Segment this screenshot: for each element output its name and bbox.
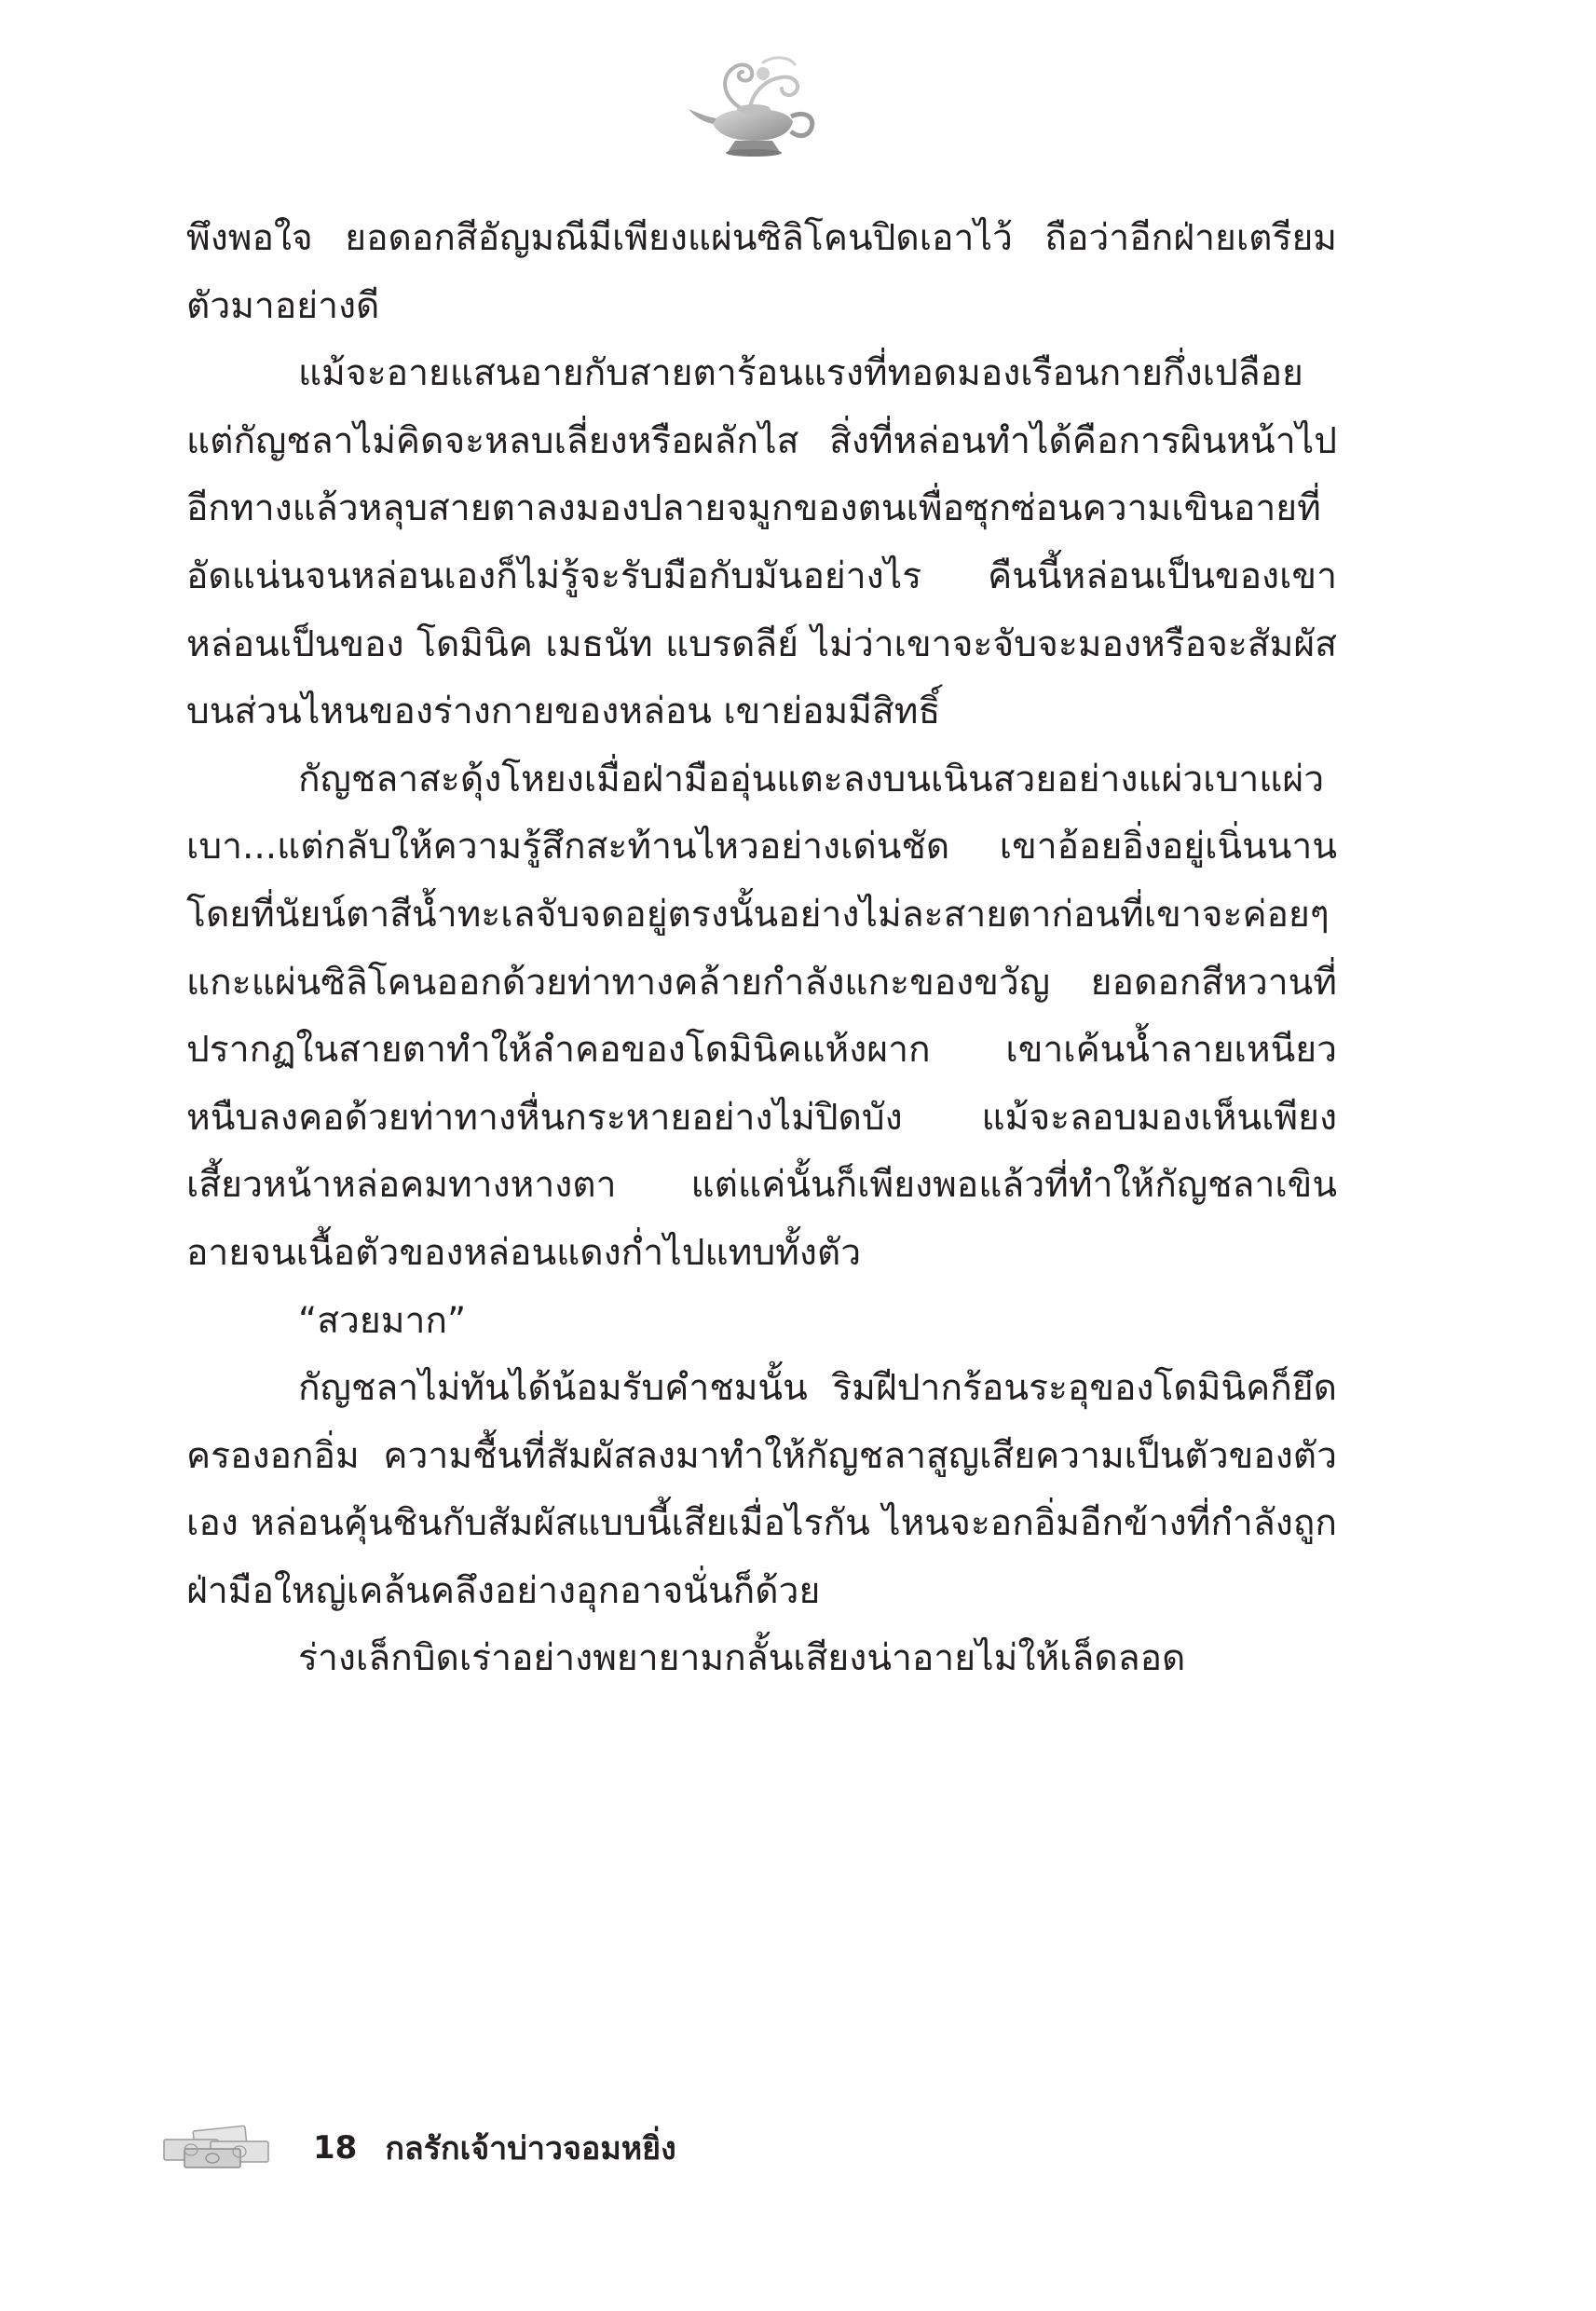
page-number: 18 xyxy=(313,2129,358,2167)
paragraph-2: แม้จะอายแสนอายกับสายตาร้อนแรงที่ทอดมองเรือนกายกึ่งเปลือย แต่กัญชลาไม่คิดจะหลบเลี่ยงหรือผลักไส สิ่งที่หล่อนทำได้คือการผินหน้าไปอีกทางแล้วหลุบสายตาลงมองปลายจมูกของตนเพื่อซุกซ่อนความเขินอายที่อัดแน่นจนหล่อนเองก็ไม่รู้จะรับมือกับมันอย่างไร คืนนี้หล่อนเป็นของเขา หล่อนเป็นของ โดมินิค เมธนัท แบรดลีย์ ไม่ว่าเขาจะจับจะมองหรือจะสัมผัสบนส่วนไหนของร่างกายของหล่อน เขาย่อมมีสิทธิ์ xyxy=(186,352,1337,733)
paragraph-3: กัญชลาสะดุ้งโหยงเมื่อฝ่ามืออุ่นแตะลงบนเนินสวยอย่างแผ่วเบาแผ่วเบา...แต่กลับให้ความรู้สึกสะท้านไหวอย่างเด่นชัด เขาอ้อยอิ่งอยู่เนิ่นนานโดยที่นัยน์ตาสีน้ำทะเลจับจดอยู่ตรงนั้นอย่างไม่ละสายตาก่อนที่เขาจะค่อยๆ แกะแผ่นซิลิโคนออกด้วยท่าทางคล้ายกำลังแกะของขวัญ ยอดอกสีหวานที่ปรากฏในสายตาทำให้ลำคอของโดมินิคแห้งผาก เขาเค้นน้ำลายเหนียวหนืบลงคอด้วยท่าทางหื่นกระหายอย่างไม่ปิดบัง แม้จะลอบมองเห็นเพียงเสี้ยวหน้าหล่อคมทางหางตา แต่แค่นั้นก็เพียงพอแล้วที่ทำให้กัญชลาเขินอายจนเนื้อตัวของหล่อนแดงก่ำไปแทบทั้งตัว xyxy=(186,758,1337,1274)
money-stack-icon xyxy=(157,2125,280,2171)
body-text xyxy=(186,205,1337,1693)
paragraph-6: ร่างเล็กบิดเร่าอย่างพยายามกลั้นเสียงน่าอายไม่ให้เล็ดลอด xyxy=(298,1637,1186,1680)
paragraph-1: พึงพอใจ ยอดอกสีอัญมณีมีเพียงแผ่นซิลิโคนปิดเอาไว้ ถือว่าอีกฝ่ายเตรียมตัวมาอย่างดี xyxy=(186,217,1337,327)
paragraph-5: กัญชลาไม่ทันได้น้อมรับคำชมนั้น ริมฝีปากร้อนระอุของโดมินิคก็ยึดครองอกอิ่ม ความชื้นที่สัมผัสลงมาทำให้กัญชลาสูญเสียความเป็นตัวของตัวเอง หล่อนคุ้นชินกับสัมผัสแบบนี้เสียเมื่อไรกัน ไหนจะอกอิ่มอีกข้างที่กำลังถูกฝ่ามือใหญ่เคล้นคลึงอย่างอุกอาจนั่นก็ด้วย xyxy=(186,1367,1337,1612)
paragraph-4: “สวยมาก” xyxy=(298,1299,467,1342)
book-title: กลรักเจ้าบ่าวจอมหยิ่ง xyxy=(385,2130,676,2167)
genie-lamp-icon xyxy=(685,51,825,163)
page-footer xyxy=(157,2120,676,2176)
